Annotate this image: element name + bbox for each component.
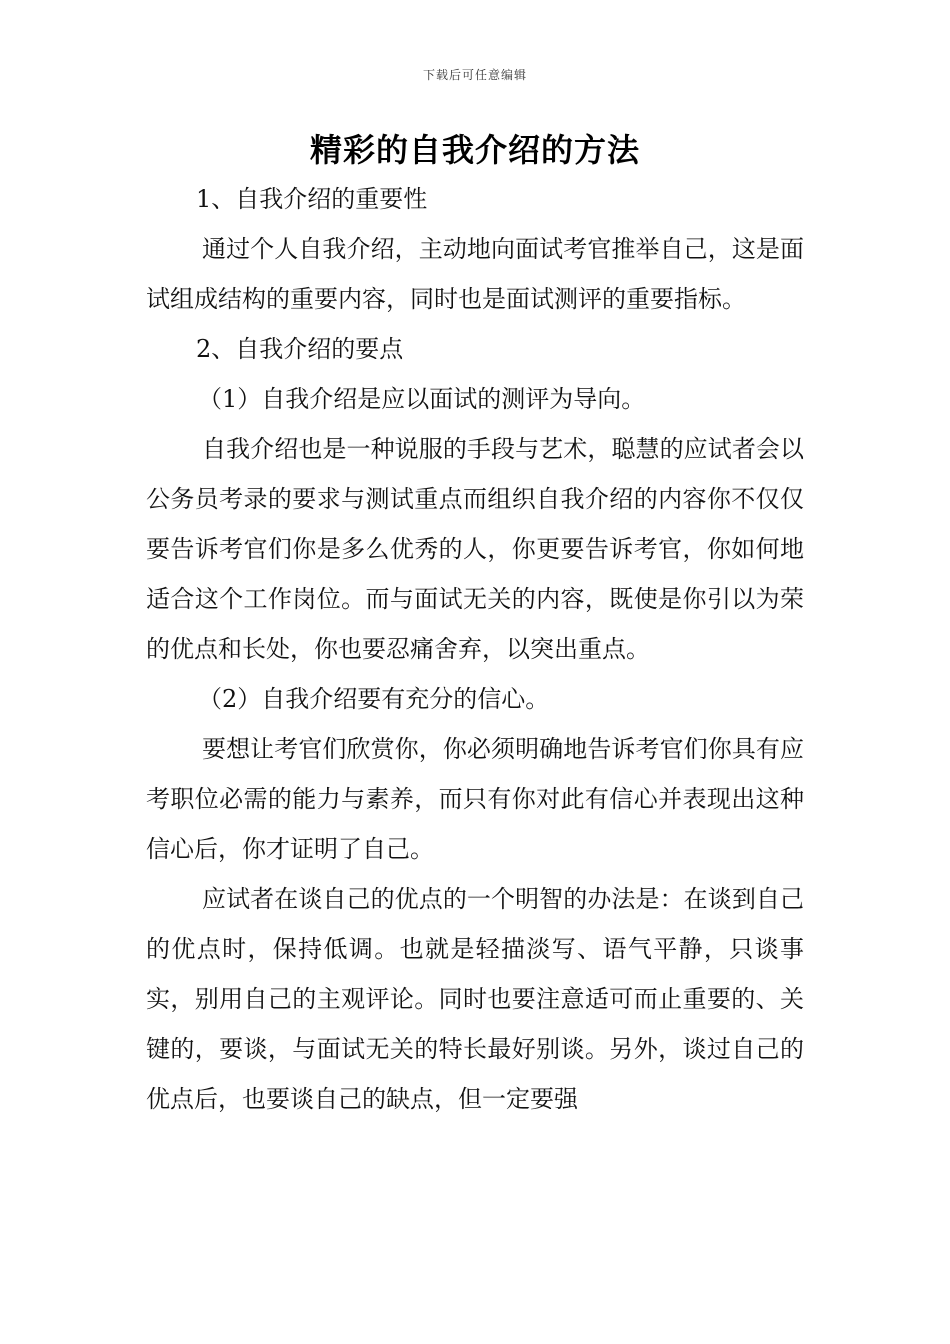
paragraph-strengths: 应试者在谈自己的优点的一个明智的办法是：在谈到自己的优点时，保持低调。也就是轻描淡写、语气平静，只谈事实，别用自己的主观评论。同时也要注意适可而止重要的、关键的，要谈，与面试无关的特长最好别谈。另外，谈过自己的优点后，也要谈自己的缺点，但一定要强 [146, 885, 804, 1113]
paragraph-importance: 通过个人自我介绍，主动地向面试考官推举自己，这是面试组成结构的重要内容，同时也是面试测评的重要指标。 [146, 235, 804, 313]
document-body [146, 174, 804, 1124]
subheading-point-2: （2）自我介绍要有充分的信心。 [198, 685, 550, 713]
subheading-point-1: （1）自我介绍是应以面试的测评为导向。 [198, 385, 646, 413]
section-heading-importance: 1、自我介绍的重要性 [196, 185, 428, 213]
paragraph-point-1: 自我介绍也是一种说服的手段与艺术，聪慧的应试者会以公务员考录的要求与测试重点而组织自我介绍的内容你不仅仅要告诉考官们你是多么优秀的人，你更要告诉考官，你如何地适合这个工作岗位。而与面试无关的内容，既使是你引以为荣的优点和长处，你也要忍痛舍弃，以突出重点。 [146, 435, 804, 663]
paragraph-point-2: 要想让考官们欣赏你，你必须明确地告诉考官们你具有应考职位必需的能力与素养，而只有你对此有信心并表现出这种信心后，你才证明了自己。 [146, 735, 804, 863]
section-heading-key-points: 2、自我介绍的要点 [196, 335, 404, 363]
document-title: 精彩的自我介绍的方法 [309, 131, 640, 169]
page-header-note: 下载后可任意编辑 [422, 68, 527, 82]
